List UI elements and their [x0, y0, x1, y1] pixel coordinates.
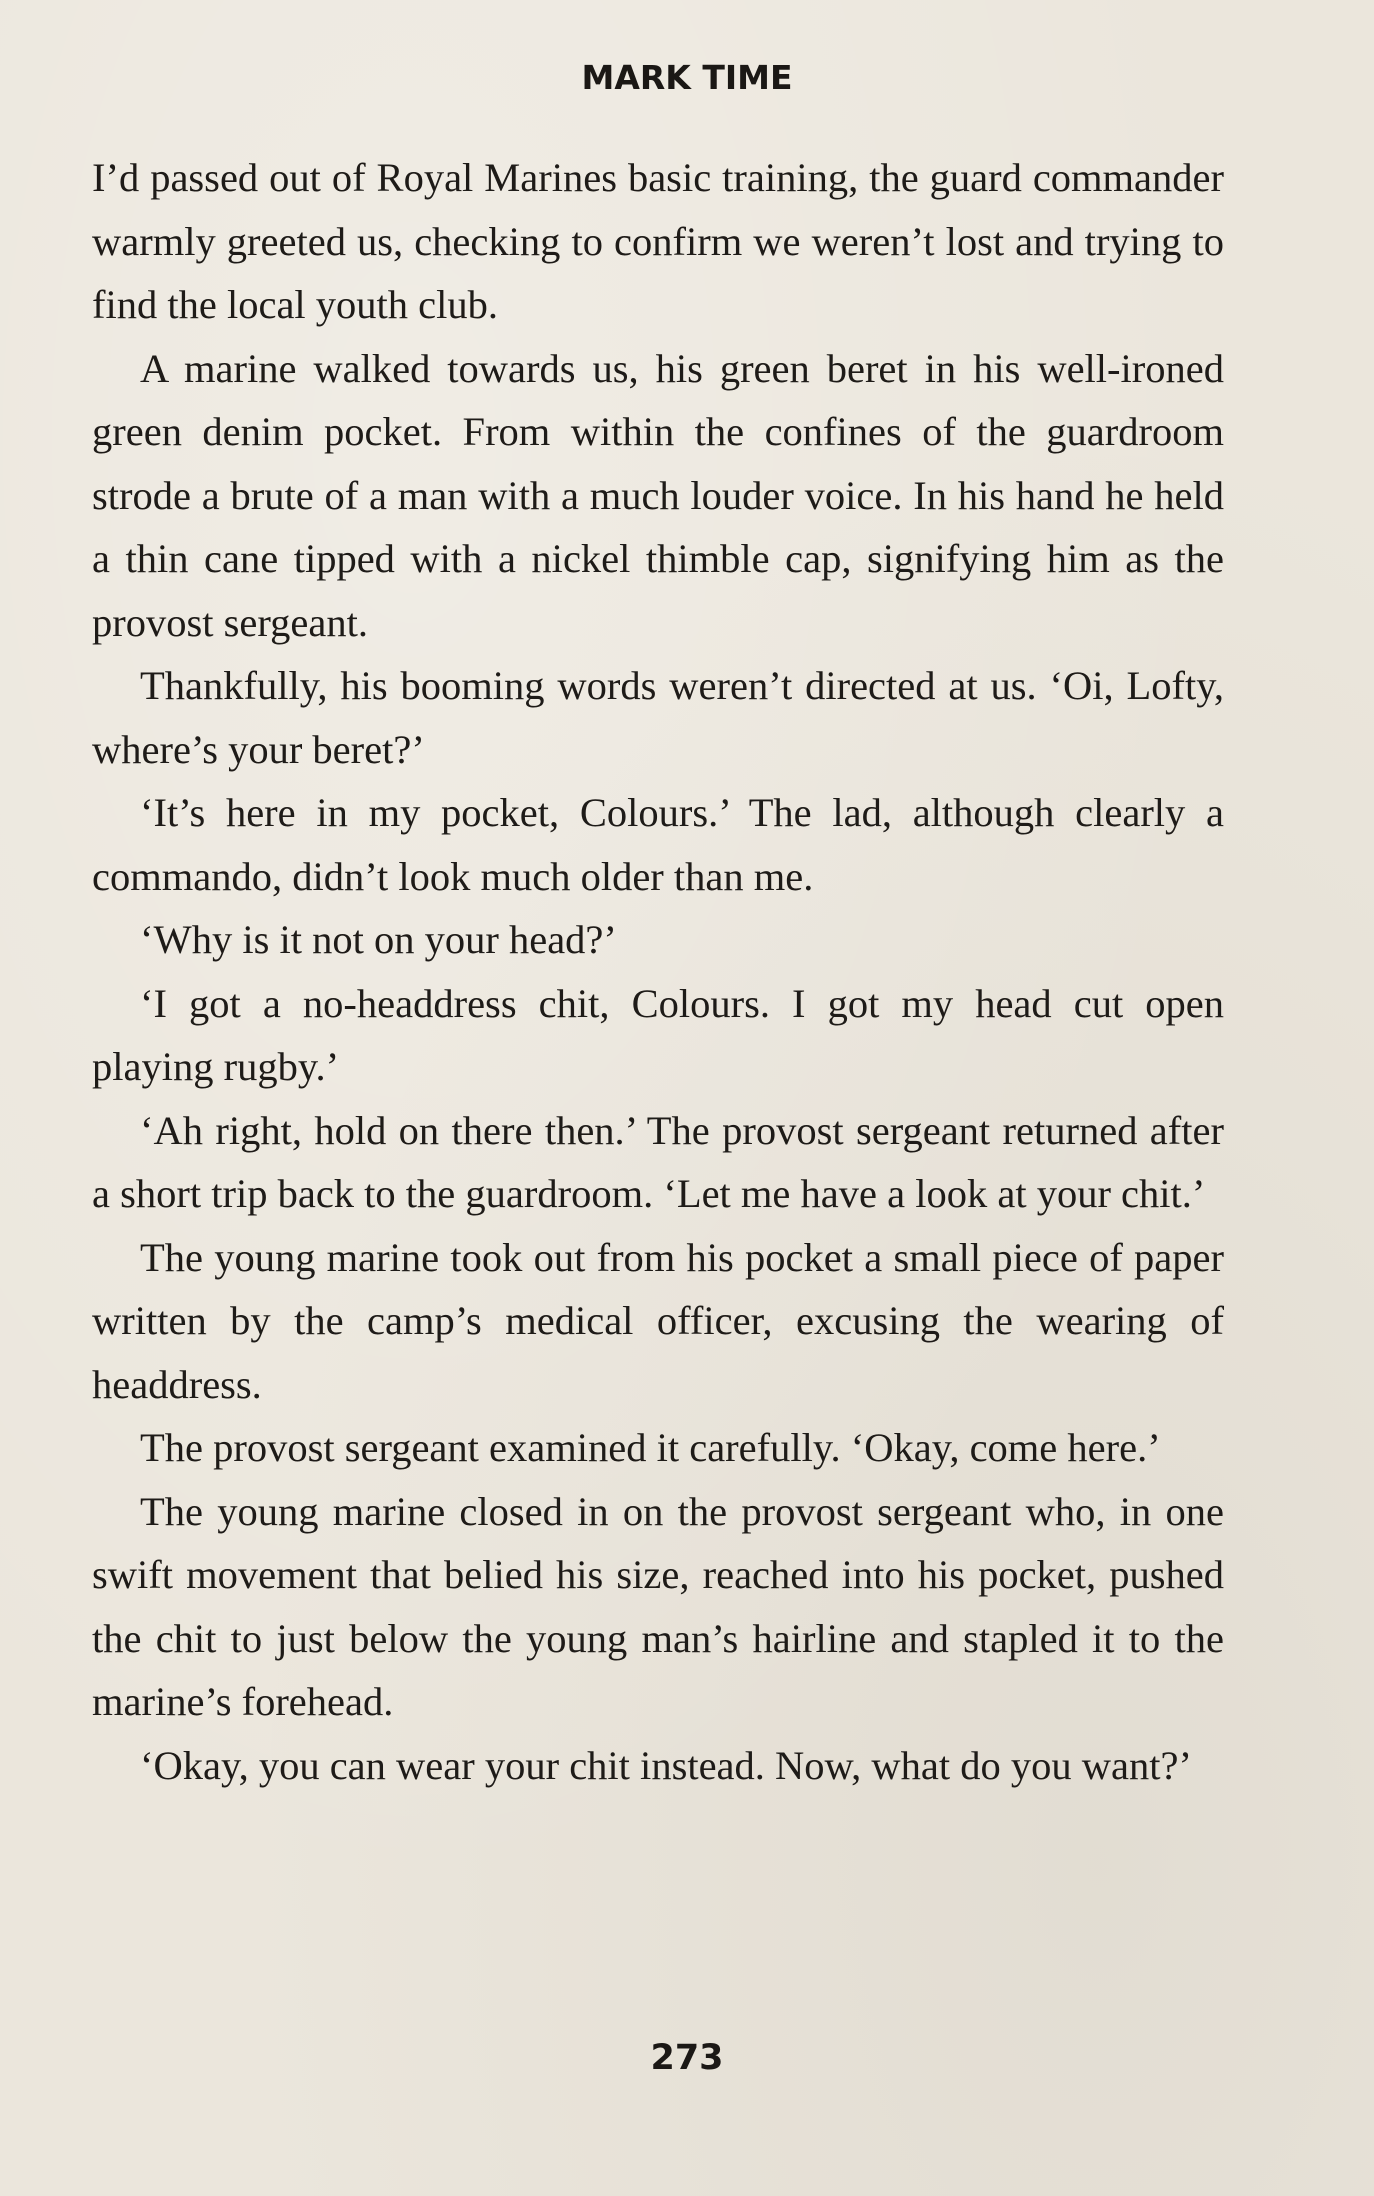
paragraph: A marine walked towards us, his green beret in his well-ironed green denim pocket. From within the confines of the guardroom strode a brute of a man with a much louder voice. In his hand he held a thin cane tipped with a nickel thimble cap, signifying him as the provost sergeant. [92, 345, 1224, 645]
running-head: MARK TIME [581, 58, 793, 97]
paragraph: ‘Why is it not on your head?’ [140, 917, 617, 962]
paragraph: The young marine closed in on the provost sergeant who, in one swift movement that belied his size, reached into his pocket, pushed the chit to just below the young man’s hairline and stapled it to the marine’s forehead. [92, 1488, 1224, 1724]
paragraph: ‘I got a no-headdress chit, Colours. I got my head cut open playing rugby.’ [92, 980, 1224, 1089]
paragraph: I’d passed out of Royal Marines basic training, the guard commander warmly greeted us, checking to confirm we weren’t lost and trying to find the local youth club. [92, 155, 1224, 327]
paragraph: ‘It’s here in my pocket, Colours.’ The lad, although clearly a commando, didn’t look much older than me. [92, 790, 1224, 899]
paragraph: ‘Okay, you can wear your chit instead. Now, what do you want?’ [140, 1742, 1192, 1788]
body-text [92, 146, 1224, 1797]
paragraph: ‘Ah right, hold on there then.’ The provost sergeant returned after a short trip back to the guardroom. ‘Let me have a look at your chit.’ [92, 1107, 1224, 1216]
paragraph: The young marine took out from his pocket a small piece of paper written by the camp’s medical officer, excusing the wearing of headdress. [92, 1234, 1224, 1407]
paragraph: The provost sergeant examined it carefully. ‘Okay, come here.’ [140, 1425, 1161, 1470]
paragraph: Thankfully, his booming words weren’t directed at us. ‘Oi, Lofty, where’s your beret?’ [92, 663, 1224, 772]
page-number: 273 [650, 2038, 724, 2078]
